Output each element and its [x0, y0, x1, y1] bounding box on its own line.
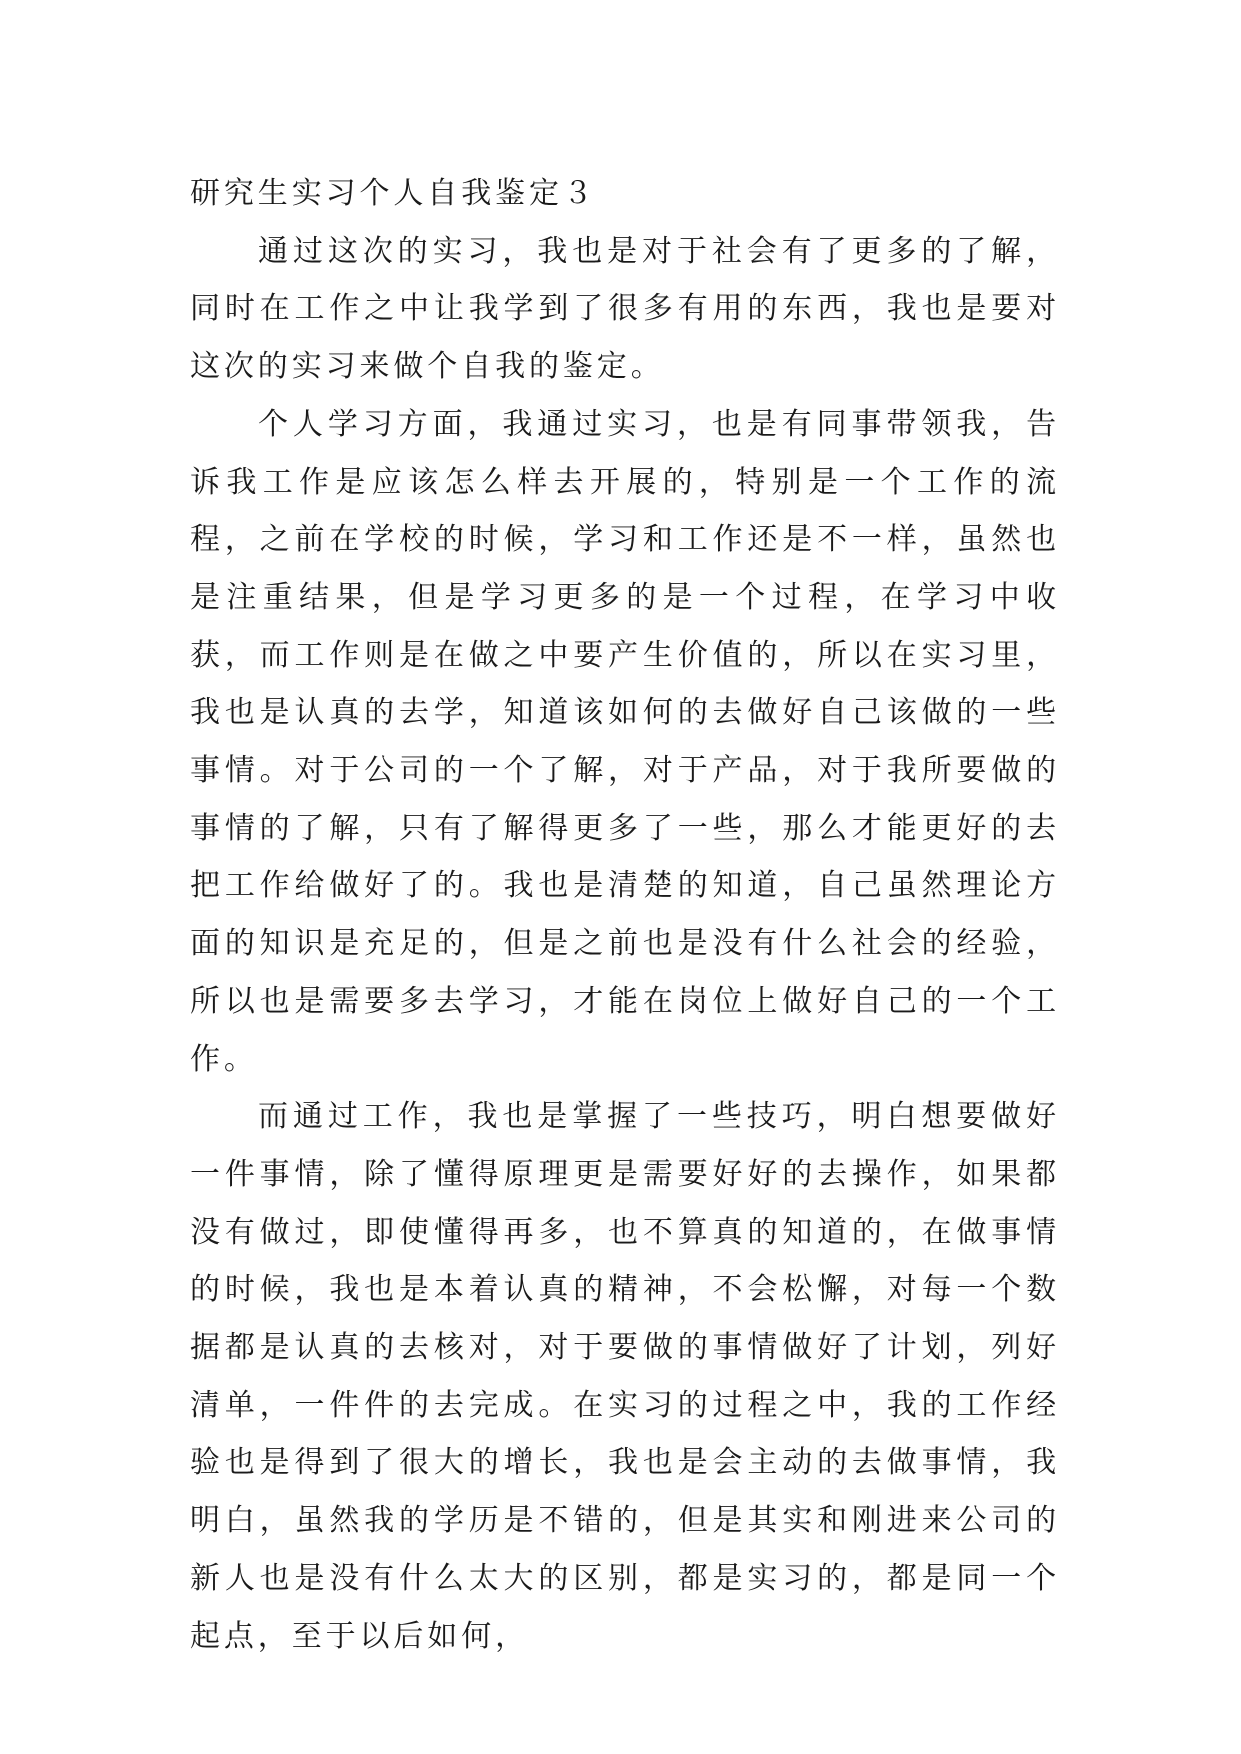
paragraph-1: 通过这次的实习，我也是对于社会有了更多的了解，同时在工作之中让我学到了很多有用的东西，我也是要对这次的实习来做个自我的鉴定。 [190, 233, 1060, 385]
paragraph-3: 而通过工作，我也是掌握了一些技巧，明白想要做好一件事情，除了懂得原理更是需要好好的去操作，如果都没有做过，即使懂得再多，也不算真的知道的，在做事情的时候，我也是本着认真的精神，不会松懈，对每一个数据都是认真的去核对，对于要做的事情做好了计划，列好清单，一件件的去完成。在实习的过程之中，我的工作经验也是得到了很大的增长，我也是会主动的去做事情，我明白，虽然我的学历是不错的，但是其实和刚进来公司的新人也是没有什么太大的区别，都是实习的，都是同一个起点，至于以后如何， [190, 1099, 1060, 1654]
document-title: 研究生实习个人自我鉴定３ [190, 176, 597, 211]
document-body [190, 165, 1060, 1665]
paragraph-2: 个人学习方面，我通过实习，也是有同事带领我，告诉我工作是应该怎么样去开展的，特别是一个工作的流程，之前在学校的时候，学习和工作还是不一样，虽然也是注重结果，但是学习更多的是一个过程，在学习中收获，而工作则是在做之中要产生价值的，所以在实习里，我也是认真的去学，知道该如何的去做好自己该做的一些事情。对于公司的一个了解，对于产品，对于我所要做的事情的了解，只有了解得更多了一些，那么才能更好的去把工作给做好了的。我也是清楚的知道，自己虽然理论方面的知识是充足的，但是之前也是没有什么社会的经验，所以也是需要多去学习，才能在岗位上做好自己的一个工作。 [190, 406, 1060, 1077]
